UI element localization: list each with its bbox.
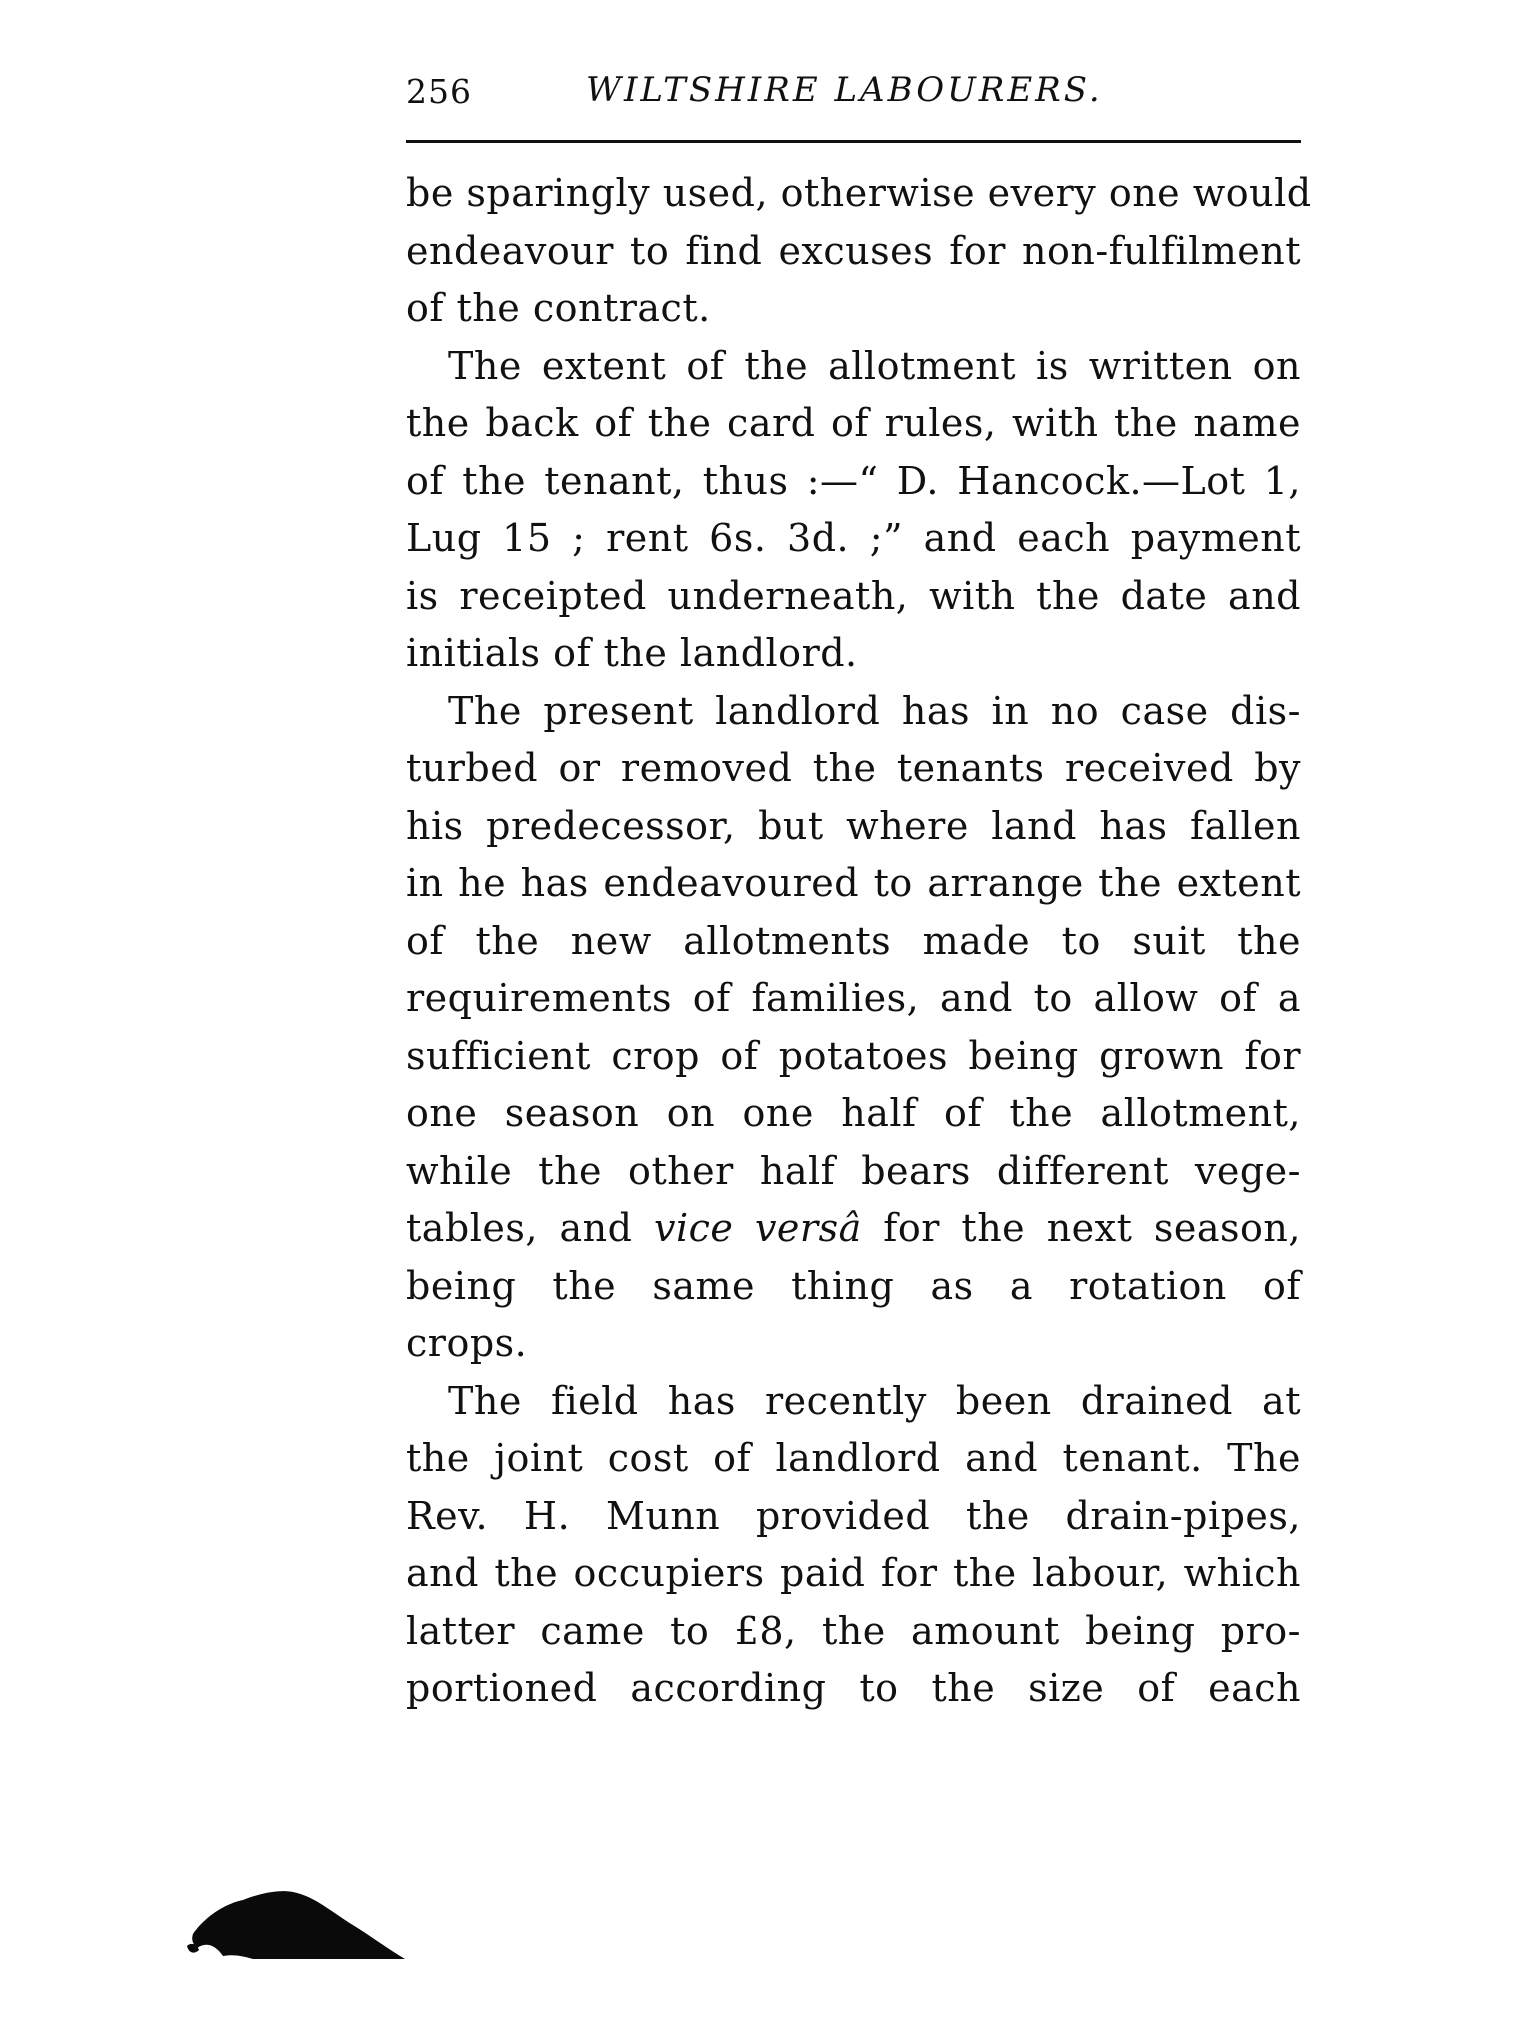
text-line: requirements of families, and to allow of a	[406, 976, 1301, 1020]
paragraph-3	[406, 683, 1301, 1373]
text-line: The field has recently been drained at	[448, 1378, 1301, 1423]
text-line: Lug 15 ; rent 6s. 3d. ;” and each payment	[406, 516, 1301, 560]
body-text	[406, 165, 1312, 1718]
text-line: in he has endeavoured to arrange the extent	[406, 861, 1301, 905]
text-line: of the new allotments made to suit the	[406, 918, 1301, 963]
text-line: one season on one half of the allotment,	[406, 1091, 1301, 1135]
text-line: and the occupiers paid for the labour, which	[406, 1551, 1301, 1595]
text-line: crops.	[406, 1321, 528, 1365]
text-line-with-italic	[406, 1200, 1301, 1258]
text-line: portioned according to the size of each	[406, 1666, 1301, 1710]
text-line: while the other half bears different vege-	[406, 1148, 1301, 1193]
text-line: sufficient crop of potatoes being grown for	[406, 1033, 1301, 1078]
text-line: The present landlord has in no case dis-	[448, 688, 1301, 733]
paragraph-1	[406, 165, 1312, 338]
paragraph-4	[406, 1373, 1301, 1718]
text-line: the back of the card of rules, with the name	[406, 401, 1301, 445]
paragraph-2	[406, 338, 1301, 683]
text-line: Rev. H. Munn provided the drain-pipes,	[406, 1493, 1301, 1538]
text-line: latter came to £8, the amount being pro-	[406, 1608, 1301, 1653]
text-line: initials of the landlord.	[406, 631, 858, 675]
text-line: be sparingly used, otherwise every one would	[406, 171, 1312, 215]
text-line: endeavour to find excuses for non-fulfilment	[406, 228, 1301, 273]
text-line: of the tenant, thus :—“ D. Hancock.—Lot 1,	[406, 458, 1301, 503]
text-line: is receipted underneath, with the date and	[406, 573, 1301, 618]
ink-blot-mark	[183, 1864, 413, 1964]
page-number: 256	[406, 72, 472, 111]
running-head: WILTSHIRE LABOURERS.	[586, 70, 1103, 110]
text-line: The extent of the allotment is written on	[448, 343, 1301, 388]
text-line: turbed or removed the tenants received by	[406, 746, 1301, 790]
italic-phrase: vice versâ	[654, 1206, 862, 1250]
text-line: being the same thing as a rotation of	[406, 1263, 1301, 1308]
page-header	[406, 60, 1301, 120]
text-line: the joint cost of landlord and tenant. The	[406, 1436, 1301, 1480]
text-line: his predecessor, but where land has fallen	[406, 803, 1301, 848]
text-fragment: tables, and	[406, 1206, 655, 1250]
text-line: of the contract.	[406, 286, 711, 330]
text-fragment: for the next season,	[883, 1206, 1301, 1250]
header-rule	[406, 140, 1301, 143]
